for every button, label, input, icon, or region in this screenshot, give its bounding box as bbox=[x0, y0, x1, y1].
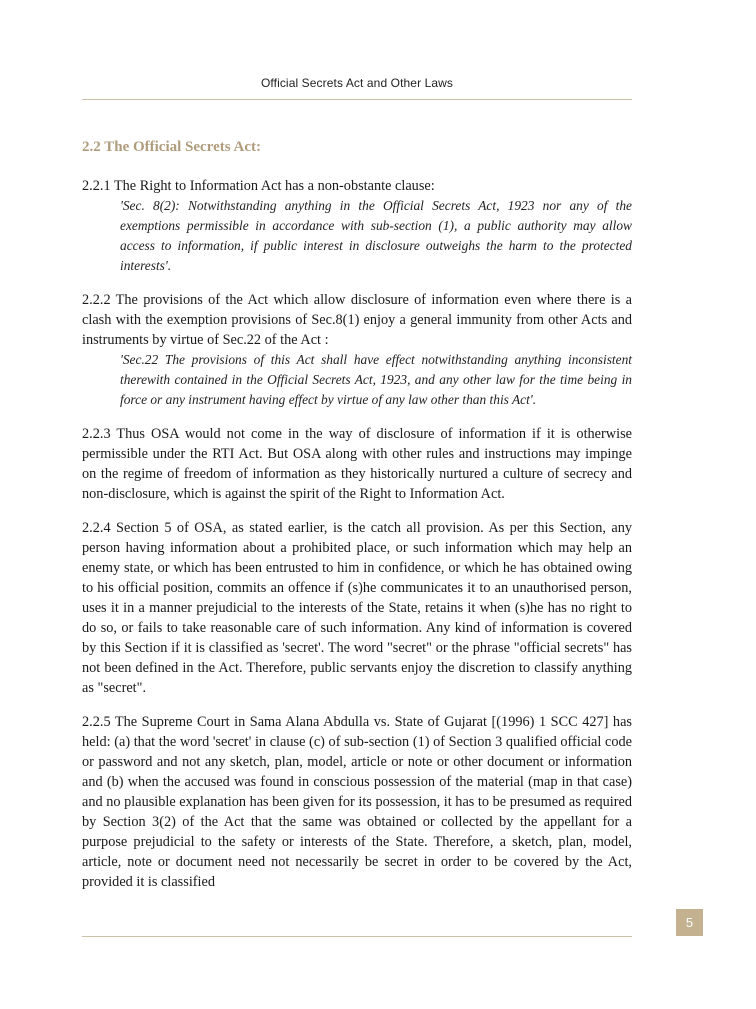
paragraph-2-2-5: 2.2.5 The Supreme Court in Sama Alana Abdulla vs. State of Gujarat [(1996) 1 SCC 427] has held: (a) that the word 'secret' in clause (c) of sub-section (1) of Section 3 qualified official code or password and not any sketch, plan, model, article or note or other document or information and (b) when the accused was found in conscious possession of the material (map in that case) and no plausible explanation has been given for its possession, it has to be presumed as required by Section 3(2) of the Act that the same was obtained or collected by the appellant for a purpose prejudicial to the safety or interests of the State. Therefore, a sketch, plan, model, article, note or document need not necessarily be secret in order to be covered by the Act, provided it is classified bbox=[82, 714, 632, 890]
running-header: Official Secrets Act and Other Laws bbox=[260, 76, 454, 90]
header-divider bbox=[82, 99, 632, 100]
footer-divider bbox=[82, 936, 632, 937]
paragraph-2-2-3: 2.2.3 Thus OSA would not come in the way of disclosure of information if it is otherwise permissible under the RTI Act. But OSA along with other rules and instructions may impinge on the regime of freedom of information as they historically nurtured a culture of secrecy and non-disclosure, which is against the spirit of the Right to Information Act. bbox=[82, 426, 632, 502]
quoted-provision: 'Sec. 8(2): Notwithstanding anything in the Official Secrets Act, 1923 nor any of the exemptions permissible in accordance with sub-section (1), a public authority may allow access to information, if public interest in disclosure outweighs the harm to the protected interests'. bbox=[120, 198, 632, 273]
page-number-badge: 5 bbox=[676, 909, 703, 936]
paragraph-2-2-1 bbox=[82, 176, 632, 276]
quoted-provision: 'Sec.22 The provisions of this Act shall have effect notwithstanding anything inconsistent therewith contained in the Official Secrets Act, 1923, and any other law for the time being in force or any instrument having effect by virtue of any law other than this Act'. bbox=[120, 352, 632, 407]
paragraph-2-2-2 bbox=[82, 290, 632, 410]
section-title: 2.2 The Official Secrets Act: bbox=[82, 139, 261, 155]
paragraph-2-2-4: 2.2.4 Section 5 of OSA, as stated earlier, is the catch all provision. As per this Section, any person having information about a prohibited place, or such information which may help an enemy state, or which has been entrusted to him in confidence, or which he has obtained owing to his official position, commits an offence if (s)he communicates it to an unauthorised person, uses it in a manner prejudicial to the interests of the State, retains it when (s)he has no right to do so, or fails to take reasonable care of such information. Any kind of information is covered by this Section if it is classified as 'secret'. The word "secret" or the phrase "official secrets" has not been defined in the Act. Therefore, public servants enjoy the discretion to classify anything as "secret". bbox=[82, 520, 632, 696]
paragraph-text: 2.2.1 The Right to Information Act has a non-obstante clause: bbox=[82, 178, 435, 194]
paragraph-text: 2.2.2 The provisions of the Act which allow disclosure of information even where there is a clash with the exemption provisions of Sec.8(1) enjoy a general immunity from other Acts and instruments by virtue of Sec.22 of the Act : bbox=[82, 292, 632, 348]
page-body bbox=[82, 137, 632, 906]
